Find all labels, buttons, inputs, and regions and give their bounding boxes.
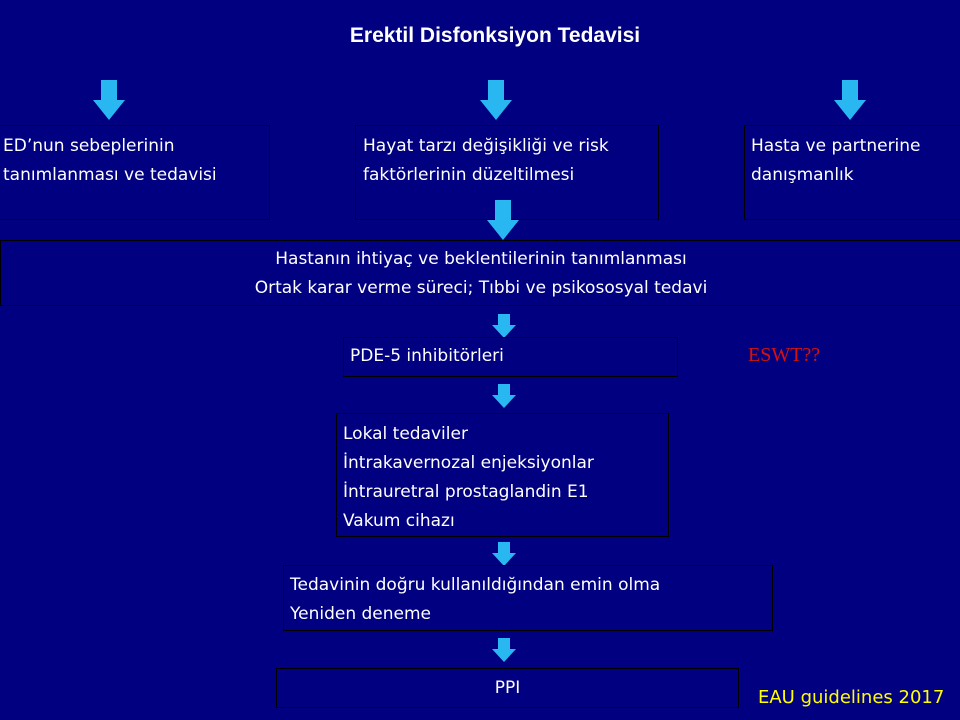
arrow-down-icon xyxy=(492,384,516,408)
box-line: PPI xyxy=(494,678,521,698)
box-line: tanımlanması ve tedavisi xyxy=(3,165,217,185)
box-line: Hastanın ihtiyaç ve beklentilerinin tanımlanması xyxy=(275,249,687,269)
causes-box xyxy=(0,125,270,220)
box-line: PDE-5 inhibitörleri xyxy=(350,346,504,366)
pde5-box xyxy=(343,337,678,377)
arrow-down-icon xyxy=(492,542,516,566)
eswt-annotation: ESWT?? xyxy=(748,344,821,366)
box-line: faktörlerinin düzeltilmesi xyxy=(363,165,575,185)
needs-box xyxy=(0,240,960,306)
local-treatments-box xyxy=(336,413,669,537)
arrow-down-icon xyxy=(93,80,125,120)
box-line: İntrakavernozal enjeksiyonlar xyxy=(343,453,594,473)
box-line: ED’nun sebeplerinin xyxy=(3,136,175,156)
box-line: Vakum cihazı xyxy=(343,511,455,531)
arrow-down-icon xyxy=(480,80,512,120)
diagram-title: Erektil Disfonksiyon Tedavisi xyxy=(349,24,641,47)
source-citation: EAU guidelines 2017 xyxy=(758,687,945,708)
box-line: Hasta ve partnerine xyxy=(751,136,921,156)
box-line: Ortak karar verme süreci; Tıbbi ve psikososyal tedavi xyxy=(254,278,708,298)
arrow-down-icon xyxy=(492,314,516,338)
box-line: Tedavinin doğru kullanıldığından emin olma xyxy=(290,575,661,595)
box-line: İntrauretral prostaglandin E1 xyxy=(343,482,589,502)
box-line: Yeniden deneme xyxy=(290,604,432,624)
usage-box xyxy=(283,565,773,631)
counseling-box xyxy=(744,125,960,220)
arrow-down-icon xyxy=(834,80,866,120)
ppi-box xyxy=(276,668,739,708)
box-line: Hayat tarzı değişikliği ve risk xyxy=(363,136,609,156)
arrow-down-icon xyxy=(492,638,516,662)
arrow-down-icon xyxy=(487,200,519,240)
box-line: Lokal tedaviler xyxy=(343,424,468,444)
box-line: danışmanlık xyxy=(751,165,854,185)
